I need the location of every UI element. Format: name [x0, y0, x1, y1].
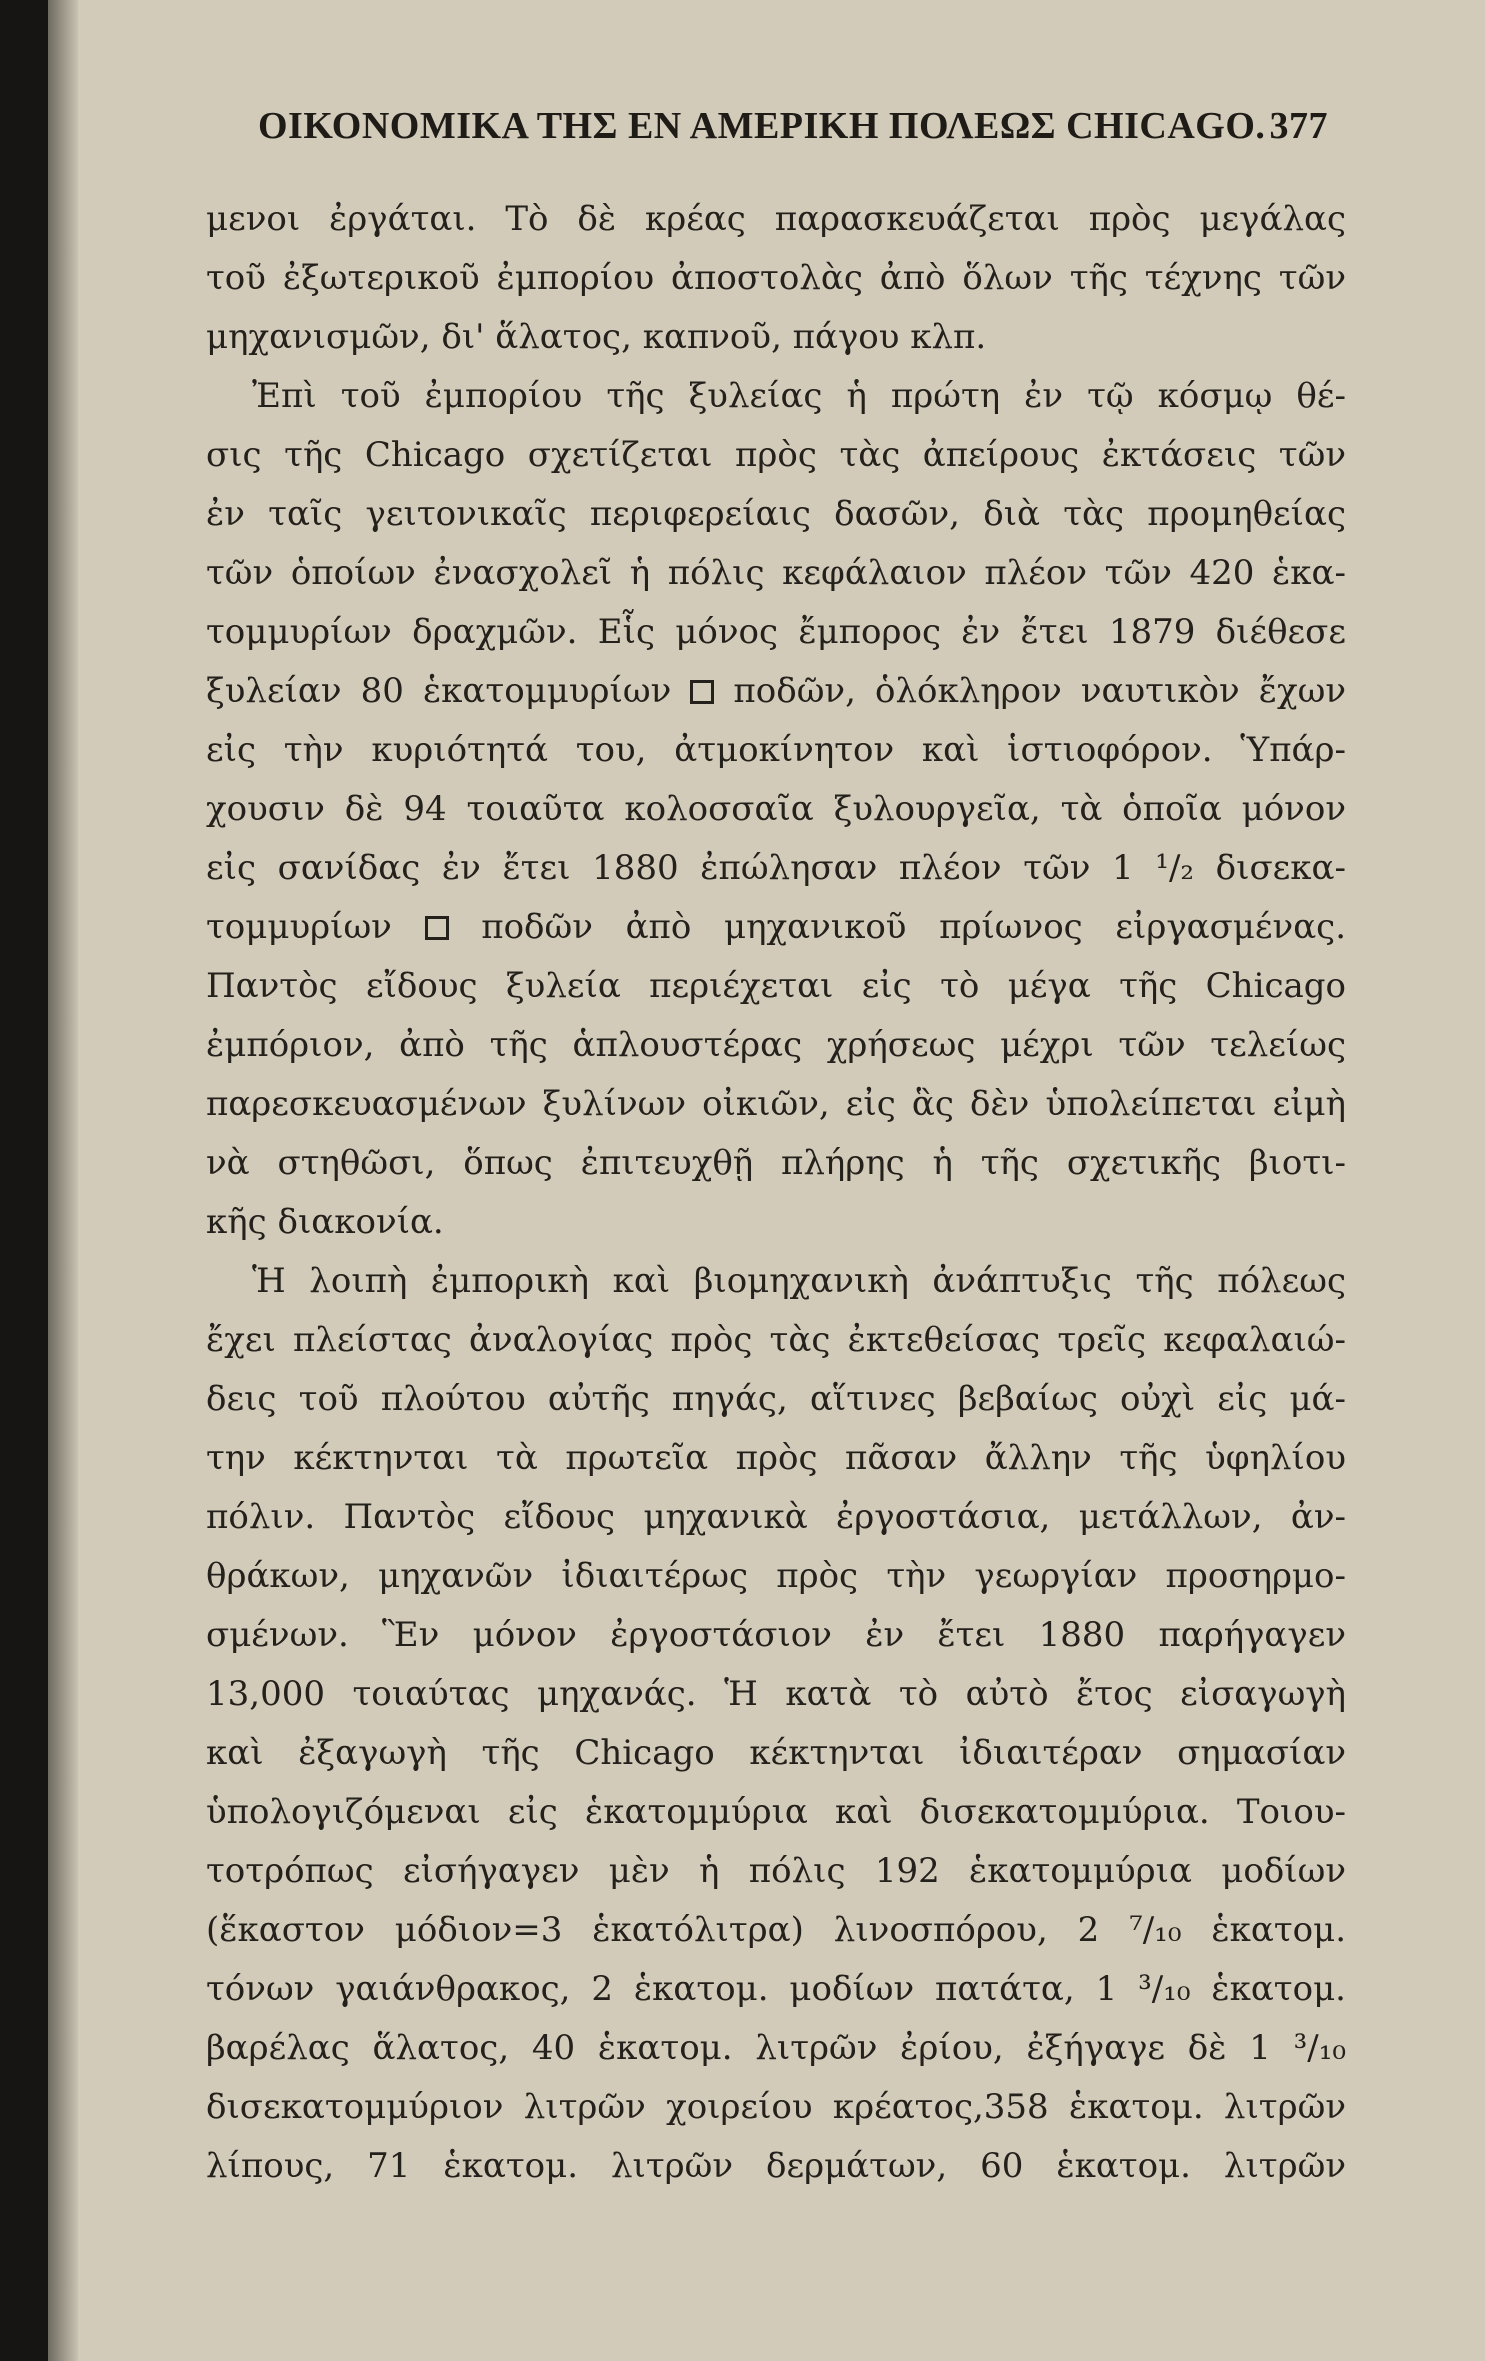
running-header-title: ΟΙΚΟΝΟΜΙΚΑ ΤΗΣ ΕΝ ΑΜΕΡΙΚΗ ΠΟΛΕΩΣ CHICAGO.: [258, 105, 1266, 147]
text-line: Ἡ λοιπὴ ἐμπορικὴ καὶ βιομηχανικὴ ἀνάπτυξις τῆς πόλεως: [252, 1261, 1346, 1301]
text-line: ἐν ταῖς γειτονικαῖς περιφερείαις δασῶν, διὰ τὰς προμηθείας: [206, 494, 1346, 534]
text-line: χουσιν δὲ 94 τοιαῦτα κολοσσαῖα ξυλουργεῖα, τὰ ὁποῖα μόνον: [206, 789, 1346, 829]
text-line: τομμυρίων ποδῶν ἀπὸ μηχανικοῦ πρίωνος εἰργασμένας.: [206, 907, 1346, 947]
square-sign-icon: [425, 916, 449, 940]
text-line: 13,000 τοιαύτας μηχανάς. Ἡ κατὰ τὸ αὐτὸ ἔτος εἰσαγωγὴ: [206, 1674, 1346, 1714]
text-line: σις τῆς Chicago σχετίζεται πρὸς τὰς ἀπείρους ἐκτάσεις τῶν: [206, 435, 1346, 475]
text-line: δισεκατομμύριον λιτρῶν χοιρείου κρέατος,358 ἑκατομ. λιτρῶν: [206, 2087, 1346, 2127]
text-line: νὰ στηθῶσι, ὅπως ἐπιτευχθῇ πλήρης ἡ τῆς σχετικῆς βιοτι-: [206, 1143, 1346, 1183]
text-line: καὶ ἐξαγωγὴ τῆς Chicago κέκτηνται ἰδιαιτέραν σημασίαν: [206, 1733, 1346, 1773]
page-gutter-shadow: [48, 0, 78, 2361]
page-number: 377: [1269, 105, 1328, 147]
text-line: παρεσκευασμένων ξυλίνων οἰκιῶν, εἰς ἃς δὲν ὑπολείπεται εἰμὴ: [206, 1084, 1346, 1124]
text-line: ὑπολογιζόμεναι εἰς ἑκατομμύρια καὶ δισεκατομμύρια. Τοιου-: [206, 1792, 1346, 1832]
text-line: τῶν ὁποίων ἐνασχολεῖ ἡ πόλις κεφάλαιον πλέον τῶν 420 ἑκα-: [206, 553, 1346, 593]
running-header: [258, 104, 1328, 164]
text-line: κῆς διακονία.: [206, 1202, 444, 1242]
text-line: ἐμπόριον, ἀπὸ τῆς ἁπλουστέρας χρήσεως μέχρι τῶν τελείως: [206, 1025, 1346, 1065]
text-line: τοτρόπως εἰσήγαγεν μὲν ἡ πόλις 192 ἑκατομμύρια μοδίων: [206, 1851, 1346, 1891]
text-line: μηχανισμῶν, δι' ἅλατος, καπνοῦ, πάγου κλπ.: [206, 317, 987, 357]
text-line: δεις τοῦ πλούτου αὐτῆς πηγάς, αἵτινες βεβαίως οὐχὶ εἰς μά-: [206, 1379, 1346, 1419]
text-line: Ἐπὶ τοῦ ἐμπορίου τῆς ξυλείας ἡ πρώτη ἐν τῷ κόσμῳ θέ-: [252, 376, 1346, 416]
text-line: σμένων. Ἓν μόνον ἐργοστάσιον ἐν ἔτει 1880 παρήγαγεν: [206, 1615, 1346, 1655]
text-line: εἰς τὴν κυριότητά του, ἀτμοκίνητον καὶ ἱστιοφόρον. Ὑπάρ-: [206, 730, 1346, 770]
text-line: μενοι ἐργάται. Τὸ δὲ κρέας παρασκευάζεται πρὸς μεγάλας: [206, 199, 1346, 239]
text-line: τομμυρίων δραχμῶν. Εἷς μόνος ἔμπορος ἐν ἔτει 1879 διέθεσε: [206, 612, 1346, 652]
book-binding: [0, 0, 48, 2361]
text-line: την κέκτηνται τὰ πρωτεῖα πρὸς πᾶσαν ἄλλην τῆς ὑφηλίου: [206, 1438, 1346, 1478]
text-line: βαρέλας ἅλατος, 40 ἑκατομ. λιτρῶν ἐρίου, ἐξήγαγε δὲ 1 ³/₁₀: [206, 2028, 1346, 2068]
body-text: [206, 190, 1346, 2196]
text-line: λίπους, 71 ἑκατομ. λιτρῶν δερμάτων, 60 ἑκατομ. λιτρῶν: [206, 2146, 1346, 2186]
text-line: Παντὸς εἴδους ξυλεία περιέχεται εἰς τὸ μέγα τῆς Chicago: [206, 966, 1346, 1006]
text-line: εἰς σανίδας ἐν ἔτει 1880 ἐπώλησαν πλέον τῶν 1 ¹/₂ δισεκα-: [206, 848, 1346, 888]
text-line: ξυλείαν 80 ἑκατομμυρίων ποδῶν, ὁλόκληρον ναυτικὸν ἔχων: [206, 671, 1346, 711]
text-line: πόλιν. Παντὸς εἴδους μηχανικὰ ἐργοστάσια, μετάλλων, ἀν-: [206, 1497, 1346, 1537]
text-line: τοῦ ἐξωτερικοῦ ἐμπορίου ἀποστολὰς ἀπὸ ὅλων τῆς τέχνης τῶν: [206, 258, 1346, 298]
text-line: ἔχει πλείστας ἀναλογίας πρὸς τὰς ἐκτεθείσας τρεῖς κεφαλαιώ-: [206, 1320, 1346, 1360]
text-line: (ἕκαστον μόδιον=3 ἑκατόλιτρα) λινοσπόρου, 2 ⁷/₁₀ ἑκατομ.: [206, 1910, 1346, 1950]
text-line: θράκων, μηχανῶν ἰδιαιτέρως πρὸς τὴν γεωργίαν προσηρμο-: [206, 1556, 1346, 1596]
text-line: τόνων γαιάνθρακος, 2 ἑκατομ. μοδίων πατάτα, 1 ³/₁₀ ἑκατομ.: [206, 1969, 1346, 2009]
square-sign-icon: [690, 680, 714, 704]
